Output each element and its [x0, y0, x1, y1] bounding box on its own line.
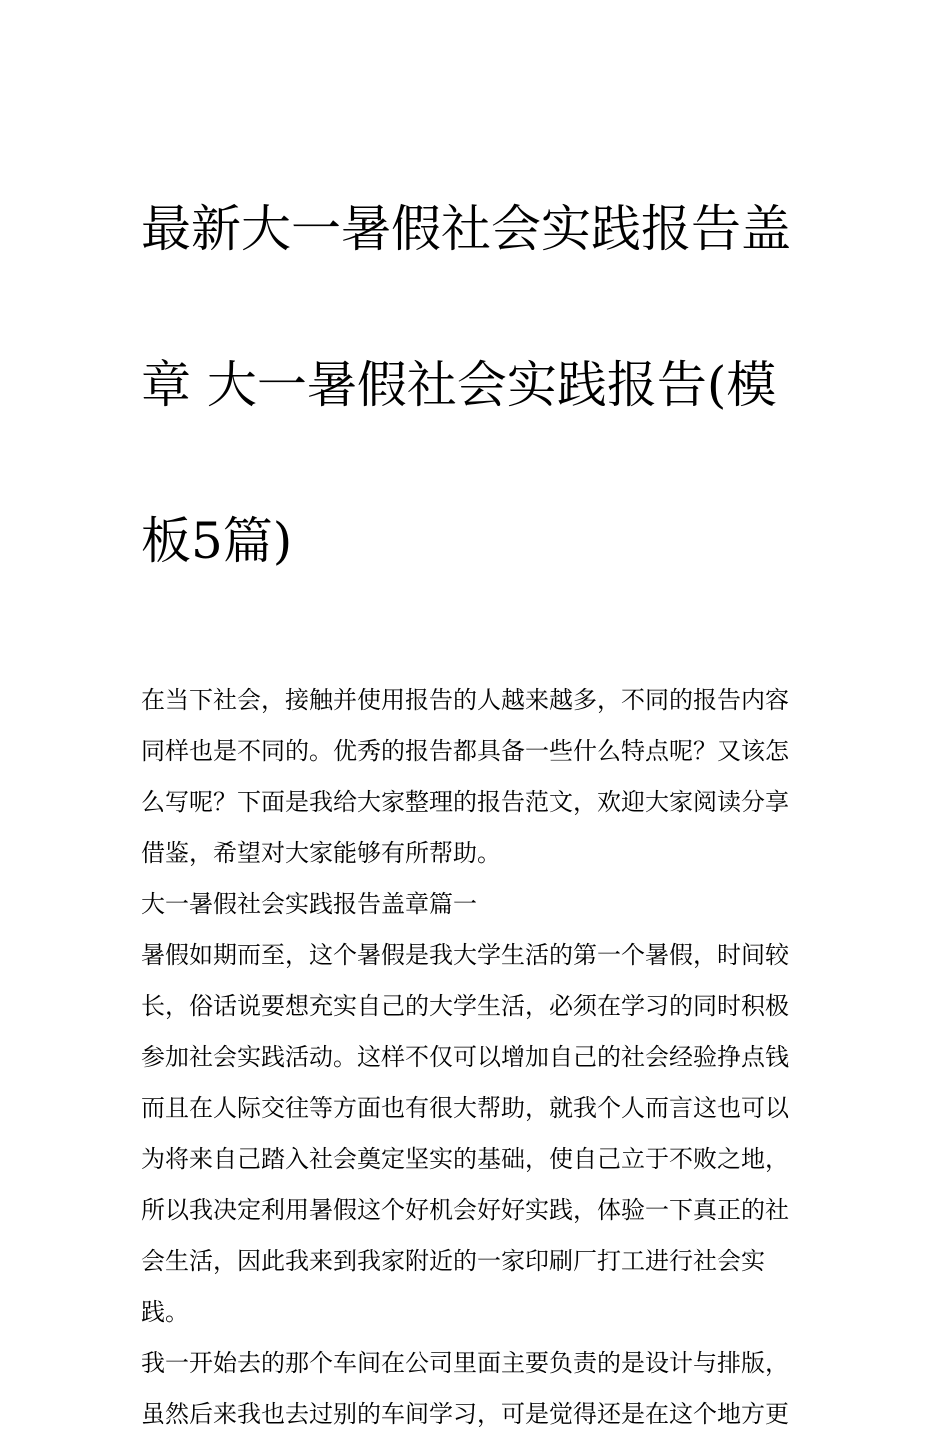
title-line: 最新大一暑假社会实践报告盖	[141, 200, 791, 258]
paragraph-line: 所以我决定利用暑假这个好机会好好实践，体验一下真正的社	[141, 1196, 789, 1224]
intro-line: 同样也是不同的。优秀的报告都具备一些什么特点呢？又该怎	[141, 737, 789, 765]
body-paragraph-2	[141, 1338, 813, 1440]
body-paragraph-1	[141, 930, 813, 1338]
title-line: 章 大一暑假社会实践报告(模	[141, 356, 777, 414]
intro-line: 借鉴，希望对大家能够有所帮助。	[141, 839, 501, 867]
paragraph-line: 参加社会实践活动。这样不仅可以增加自己的社会经验挣点钱	[141, 1043, 789, 1071]
document-title	[141, 112, 813, 658]
document-content	[141, 112, 813, 1440]
section-heading-text: 大一暑假社会实践报告盖章篇一	[141, 890, 477, 918]
paragraph-line: 我一开始去的那个车间在公司里面主要负责的是设计与排版，	[141, 1349, 789, 1377]
paragraph-line: 长，俗话说要想充实自己的大学生活，必须在学习的同时积极	[141, 992, 789, 1020]
paragraph-line: 虽然后来我也去过别的车间学习，可是觉得还是在这个地方更	[141, 1400, 789, 1428]
paragraph-line: 践。	[141, 1298, 189, 1326]
paragraph-line: 为将来自己踏入社会奠定坚实的基础，使自己立于不败之地，	[141, 1145, 789, 1173]
paragraph-line: 而且在人际交往等方面也有很大帮助，就我个人而言这也可以	[141, 1094, 789, 1122]
intro-paragraph	[141, 675, 813, 879]
paragraph-line: 会生活，因此我来到我家附近的一家印刷厂打工进行社会实	[141, 1247, 765, 1275]
intro-line: 在当下社会，接触并使用报告的人越来越多，不同的报告内容	[141, 686, 789, 714]
intro-line: 么写呢？下面是我给大家整理的报告范文，欢迎大家阅读分享	[141, 788, 789, 816]
title-line: 板5篇)	[141, 512, 293, 570]
paragraph-line: 暑假如期而至，这个暑假是我大学生活的第一个暑假，时间较	[141, 941, 789, 969]
section-heading	[141, 879, 813, 930]
